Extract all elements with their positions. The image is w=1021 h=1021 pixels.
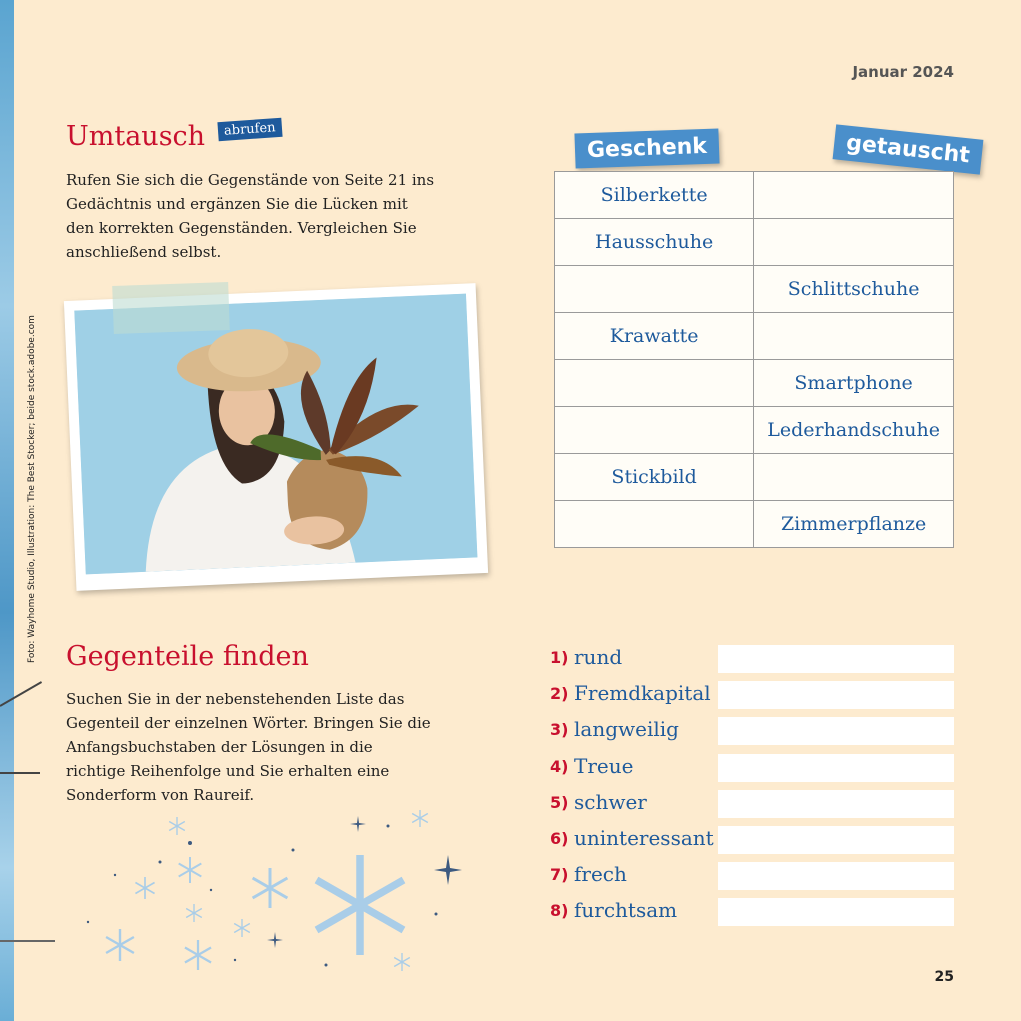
- answer-field[interactable]: [718, 681, 954, 709]
- getauscht-cell[interactable]: [754, 219, 954, 266]
- branch-decoration: [0, 940, 55, 942]
- woman-with-plant-illustration: [74, 294, 477, 575]
- table-row: [555, 219, 954, 266]
- getauscht-cell[interactable]: Zimmerpflanze: [754, 501, 954, 548]
- photo-credit: Foto: Wayhome Studio, Illustration: The Best Stocker; beide stock.adobe.com: [27, 315, 37, 663]
- answer-field[interactable]: [718, 645, 954, 673]
- item-number: 8): [550, 901, 569, 921]
- getauscht-cell[interactable]: Lederhandschuhe: [754, 407, 954, 454]
- geschenk-label: Geschenk: [574, 128, 719, 168]
- table-row: [555, 454, 954, 501]
- item-word: Treue: [574, 753, 634, 778]
- answer-field[interactable]: [718, 826, 954, 854]
- answer-field[interactable]: [718, 790, 954, 818]
- umtausch-title: Umtausch: [66, 121, 206, 152]
- exchange-table: [554, 171, 954, 548]
- item-number: 5): [550, 792, 569, 812]
- item-word: schwer: [574, 789, 647, 814]
- table-row: [555, 407, 954, 454]
- answer-field[interactable]: [718, 717, 954, 745]
- geschenk-cell[interactable]: [555, 266, 754, 313]
- item-word: frech: [574, 862, 627, 887]
- getauscht-cell[interactable]: [754, 172, 954, 219]
- item-number: 1): [550, 648, 569, 667]
- item-number: 3): [550, 720, 569, 740]
- woman-with-plant-photo: [74, 294, 477, 575]
- item-number: 2): [550, 684, 569, 704]
- geschenk-cell[interactable]: [555, 360, 754, 407]
- branch-decoration: [0, 772, 40, 774]
- gegenteile-instructions: Suchen Sie in der nebenstehenden Liste das Gegenteil der einzelnen Wörter. Bringen Sie die Anfangsbuchstaben der Lösungen in die richtige Reihenfolge und Sie erhalten eine Sonderform von Raureif.: [66, 690, 431, 804]
- item-word: langweilig: [574, 717, 679, 742]
- getauscht-cell[interactable]: [754, 454, 954, 501]
- item-number: 7): [550, 865, 569, 885]
- umtausch-instructions: Rufen Sie sich die Gegenstände von Seite 21 ins Gedächtnis und ergänzen Sie die Lücken mit den korrekten Gegenständen. Vergleichen Sie anschließend selbst.: [66, 171, 435, 261]
- answer-field[interactable]: [718, 898, 954, 926]
- item-number: 6): [550, 829, 569, 848]
- geschenk-cell[interactable]: Hausschuhe: [555, 219, 754, 266]
- table-row: [555, 172, 954, 219]
- item-word: Fremdkapital: [574, 681, 711, 706]
- getauscht-cell[interactable]: Schlittschuhe: [754, 266, 954, 313]
- item-word: uninteressant: [574, 826, 714, 850]
- abrufen-tag: abrufen: [217, 118, 282, 141]
- answer-field[interactable]: [718, 862, 954, 890]
- geschenk-cell[interactable]: [555, 407, 754, 454]
- table-row: [555, 501, 954, 548]
- geschenk-cell[interactable]: Silberkette: [555, 172, 754, 219]
- answer-field[interactable]: [718, 754, 954, 782]
- table-row: [555, 360, 954, 407]
- page-edge-decoration: [0, 0, 14, 1021]
- snowflakes-decoration: [80, 810, 480, 980]
- getauscht-label: getauscht: [833, 124, 984, 174]
- item-word: furchtsam: [574, 898, 678, 923]
- getauscht-cell[interactable]: Smartphone: [754, 360, 954, 407]
- page-number: 25: [934, 969, 954, 985]
- month-label: Januar 2024: [852, 63, 954, 81]
- geschenk-cell[interactable]: Krawatte: [555, 313, 754, 360]
- table-row: [555, 266, 954, 313]
- item-word: rund: [574, 645, 623, 669]
- geschenk-cell[interactable]: Stickbild: [555, 454, 754, 501]
- getauscht-cell[interactable]: [754, 313, 954, 360]
- gegenteile-title: Gegenteile finden: [66, 641, 309, 672]
- tape-strip: [112, 282, 230, 334]
- item-number: 4): [550, 756, 569, 776]
- geschenk-cell[interactable]: [555, 501, 754, 548]
- table-row: [555, 313, 954, 360]
